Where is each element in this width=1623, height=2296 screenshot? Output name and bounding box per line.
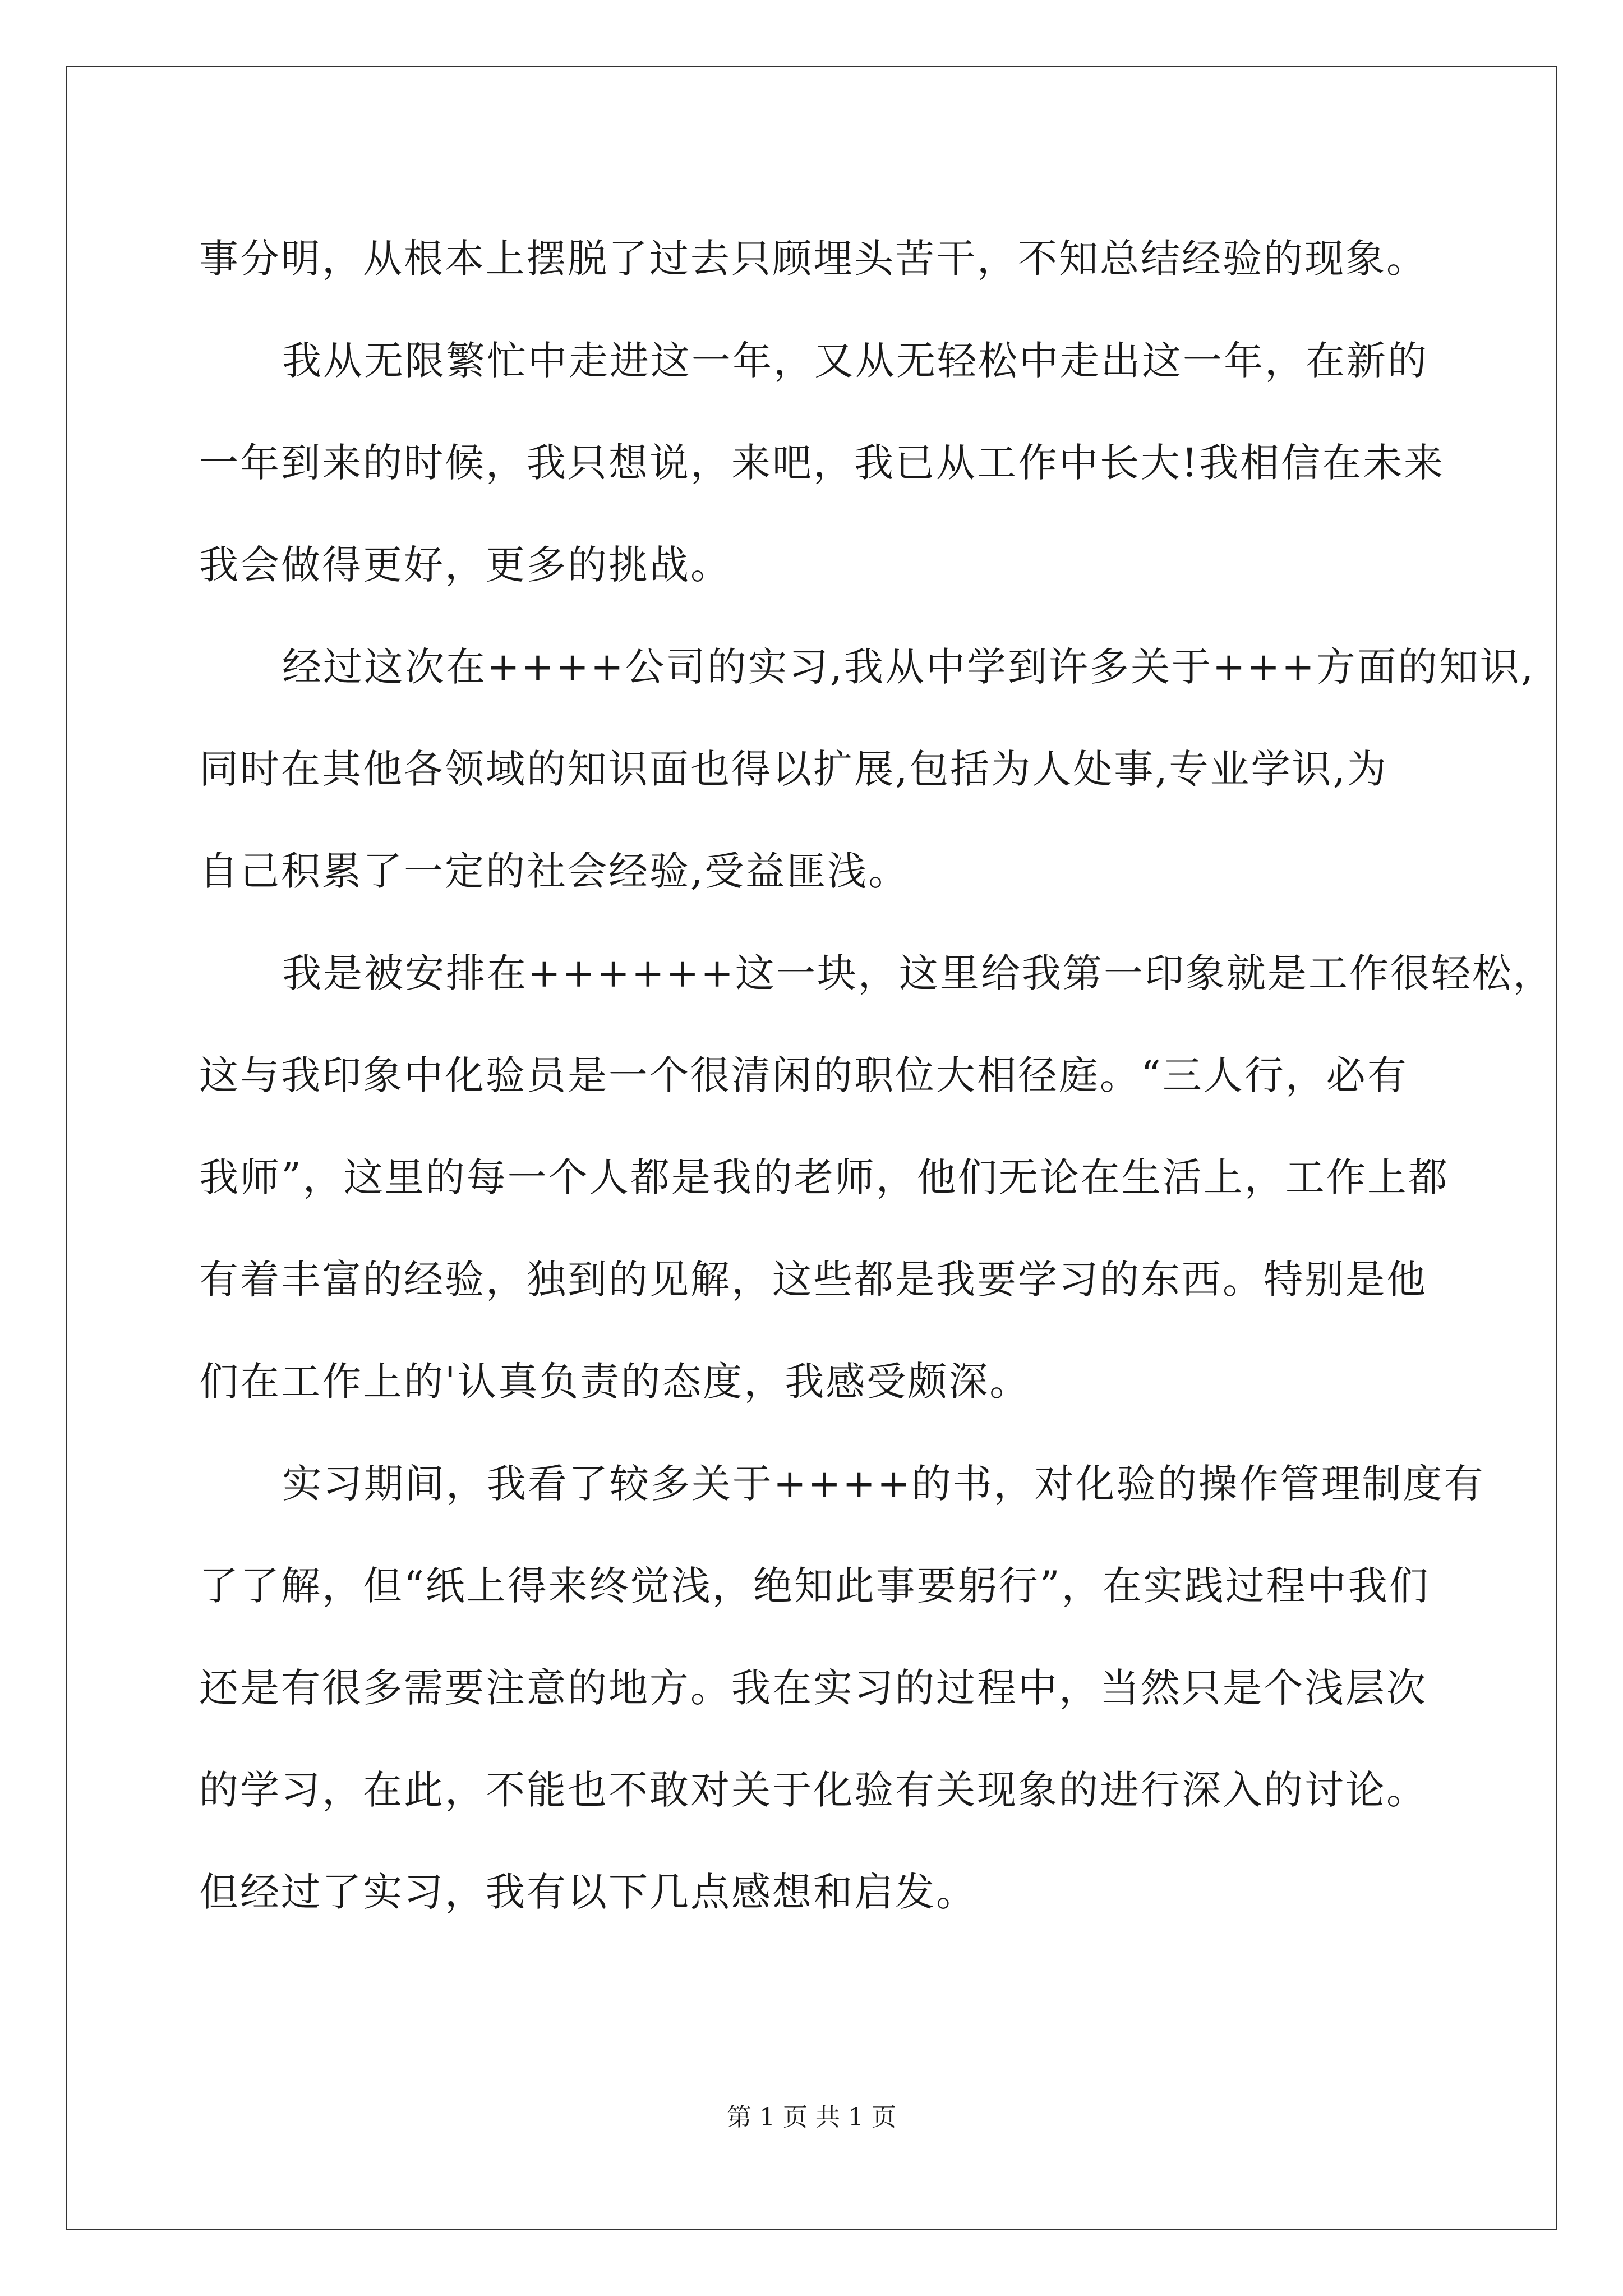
text-line: 的学习，在此，不能也不敢对关于化验有关现象的进行深入的讨论。 [199, 1767, 1427, 1813]
text-line: 我师”，这里的每一个人都是我的老师，他们无论在生活上，工作上都 [199, 1154, 1449, 1200]
text-line: 实习期间，我看了较多关于++++的书，对化验的操作管理制度有 [282, 1461, 1485, 1507]
text-line: 有着丰富的经验，独到的见解，这些都是我要学习的东西。特别是他 [199, 1257, 1427, 1303]
text-line: 事分明，从根本上摆脱了过去只顾埋头苦干，不知总结经验的现象。 [199, 236, 1427, 282]
text-line: 经过这次在++++公司的实习,我从中学到许多关于+++方面的知识, [282, 644, 1536, 690]
text-line: 们在工作上的'认真负责的态度，我感受颇深。 [199, 1359, 1031, 1405]
text-line: 但经过了实习，我有以下几点感想和启发。 [199, 1869, 977, 1915]
text-line: 我从无限繁忙中走进这一年，又从无轻松中走出这一年，在新的 [282, 338, 1428, 384]
text-line: 我会做得更好，更多的挑战。 [199, 542, 731, 588]
page-footer: 第 1 页 共 1 页 [727, 2103, 896, 2132]
text-line: 同时在其他各领域的知识面也得以扩展,包括为人处事,专业学识,为 [199, 746, 1388, 792]
text-line: 自己积累了一定的社会经验,受益匪浅。 [199, 848, 910, 894]
document-body [199, 208, 1554, 1943]
text-line: 这与我印象中化验员是一个很清闲的职位大相径庭。“三人行，必有 [199, 1052, 1408, 1098]
text-line: 还是有很多需要注意的地方。我在实习的过程中，当然只是个浅层次 [199, 1665, 1427, 1711]
text-line: 了了解，但“纸上得来终觉浅，绝知此事要躬行”，在实践过程中我们 [199, 1563, 1430, 1609]
text-line: 我是被安排在++++++这一块，这里给我第一印象就是工作很轻松， [282, 950, 1554, 996]
text-line: 一年到来的时候，我只想说，来吧，我已从工作中长大!我相信在未来 [199, 440, 1445, 486]
